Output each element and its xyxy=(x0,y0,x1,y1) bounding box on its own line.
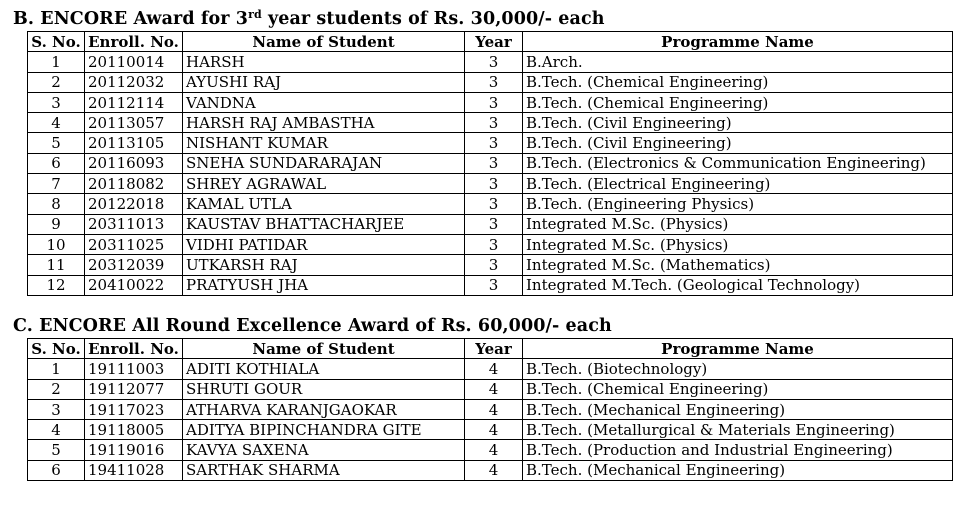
cell-sno: 7 xyxy=(28,174,85,194)
table-row xyxy=(28,460,953,480)
cell-sno: 1 xyxy=(28,359,85,379)
col-header-year: Year xyxy=(465,32,523,52)
col-header-enroll: Enroll. No. xyxy=(85,339,183,359)
cell-enroll-no: 20116093 xyxy=(85,153,183,173)
cell-programme: B.Tech. (Production and Industrial Engineering) xyxy=(523,440,953,460)
cell-enroll-no: 19112077 xyxy=(85,379,183,399)
cell-sno: 8 xyxy=(28,194,85,214)
cell-year: 4 xyxy=(465,399,523,419)
cell-student-name: VANDNA xyxy=(183,92,465,112)
cell-student-name: ATHARVA KARANJGAOKAR xyxy=(183,399,465,419)
cell-sno: 9 xyxy=(28,214,85,234)
table-row xyxy=(28,133,953,153)
table-row xyxy=(28,379,953,399)
cell-student-name: KAMAL UTLA xyxy=(183,194,465,214)
cell-student-name: KAVYA SAXENA xyxy=(183,440,465,460)
cell-student-name: ADITI KOTHIALA xyxy=(183,359,465,379)
cell-year: 3 xyxy=(465,133,523,153)
cell-programme: B.Tech. (Electrical Engineering) xyxy=(523,174,953,194)
section-b-heading-suffix: year students of Rs. 30,000/- each xyxy=(261,9,605,29)
table-row xyxy=(28,153,953,173)
cell-year: 3 xyxy=(465,275,523,295)
table-row xyxy=(28,92,953,112)
cell-enroll-no: 20113057 xyxy=(85,113,183,133)
table-row xyxy=(28,420,953,440)
cell-year: 3 xyxy=(465,72,523,92)
cell-sno: 3 xyxy=(28,399,85,419)
table-row xyxy=(28,440,953,460)
cell-student-name: SHRUTI GOUR xyxy=(183,379,465,399)
cell-programme: Integrated M.Sc. (Mathematics) xyxy=(523,255,953,275)
table-row xyxy=(28,399,953,419)
table-row xyxy=(28,214,953,234)
cell-student-name: VIDHI PATIDAR xyxy=(183,234,465,254)
cell-enroll-no: 20311025 xyxy=(85,234,183,254)
cell-enroll-no: 19111003 xyxy=(85,359,183,379)
cell-enroll-no: 20311013 xyxy=(85,214,183,234)
cell-year: 4 xyxy=(465,420,523,440)
cell-student-name: HARSH xyxy=(183,52,465,72)
table-row xyxy=(28,72,953,92)
cell-enroll-no: 20122018 xyxy=(85,194,183,214)
table-header-row xyxy=(28,339,953,359)
cell-sno: 5 xyxy=(28,440,85,460)
cell-year: 3 xyxy=(465,92,523,112)
cell-enroll-no: 20312039 xyxy=(85,255,183,275)
cell-programme: B.Tech. (Biotechnology) xyxy=(523,359,953,379)
section-c-heading: C. ENCORE All Round Excellence Award of Rs. 60,000/- each xyxy=(13,316,612,336)
table-row xyxy=(28,174,953,194)
cell-student-name: SHREY AGRAWAL xyxy=(183,174,465,194)
cell-programme: B.Tech. (Chemical Engineering) xyxy=(523,379,953,399)
cell-year: 3 xyxy=(465,255,523,275)
col-header-programme: Programme Name xyxy=(523,339,953,359)
table-row xyxy=(28,275,953,295)
cell-enroll-no: 20112114 xyxy=(85,92,183,112)
cell-year: 3 xyxy=(465,194,523,214)
cell-year: 4 xyxy=(465,359,523,379)
table-row xyxy=(28,359,953,379)
cell-programme: B.Tech. (Mechanical Engineering) xyxy=(523,460,953,480)
cell-student-name: PRATYUSH JHA xyxy=(183,275,465,295)
cell-programme: B.Tech. (Engineering Physics) xyxy=(523,194,953,214)
cell-student-name: NISHANT KUMAR xyxy=(183,133,465,153)
cell-year: 3 xyxy=(465,153,523,173)
cell-student-name: SARTHAK SHARMA xyxy=(183,460,465,480)
cell-programme: B.Tech. (Chemical Engineering) xyxy=(523,72,953,92)
cell-programme: B.Arch. xyxy=(523,52,953,72)
cell-programme: B.Tech. (Civil Engineering) xyxy=(523,113,953,133)
table-row xyxy=(28,255,953,275)
cell-sno: 2 xyxy=(28,72,85,92)
cell-sno: 4 xyxy=(28,113,85,133)
cell-sno: 6 xyxy=(28,153,85,173)
cell-sno: 3 xyxy=(28,92,85,112)
table-header-row xyxy=(28,32,953,52)
cell-student-name: KAUSTAV BHATTACHARJEE xyxy=(183,214,465,234)
cell-student-name: ADITYA BIPINCHANDRA GITE xyxy=(183,420,465,440)
cell-programme: B.Tech. (Chemical Engineering) xyxy=(523,92,953,112)
section-c-table xyxy=(27,338,953,481)
cell-sno: 10 xyxy=(28,234,85,254)
section-b-heading xyxy=(13,9,605,29)
cell-student-name: AYUSHI RAJ xyxy=(183,72,465,92)
cell-enroll-no: 20112032 xyxy=(85,72,183,92)
table-row xyxy=(28,194,953,214)
cell-sno: 11 xyxy=(28,255,85,275)
cell-year: 4 xyxy=(465,460,523,480)
section-b-heading-sup: rd xyxy=(248,8,262,21)
cell-enroll-no: 19118005 xyxy=(85,420,183,440)
table-row xyxy=(28,52,953,72)
cell-programme: B.Tech. (Mechanical Engineering) xyxy=(523,399,953,419)
cell-sno: 4 xyxy=(28,420,85,440)
col-header-sno: S. No. xyxy=(28,32,85,52)
cell-programme: Integrated M.Sc. (Physics) xyxy=(523,214,953,234)
col-header-sno: S. No. xyxy=(28,339,85,359)
cell-enroll-no: 19411028 xyxy=(85,460,183,480)
cell-enroll-no: 20118082 xyxy=(85,174,183,194)
cell-enroll-no: 20113105 xyxy=(85,133,183,153)
cell-year: 4 xyxy=(465,379,523,399)
cell-student-name: SNEHA SUNDARARAJAN xyxy=(183,153,465,173)
cell-year: 3 xyxy=(465,214,523,234)
cell-sno: 2 xyxy=(28,379,85,399)
table-row xyxy=(28,234,953,254)
cell-year: 3 xyxy=(465,113,523,133)
cell-programme: Integrated M.Sc. (Physics) xyxy=(523,234,953,254)
cell-year: 3 xyxy=(465,52,523,72)
col-header-enroll: Enroll. No. xyxy=(85,32,183,52)
cell-sno: 5 xyxy=(28,133,85,153)
table-row xyxy=(28,113,953,133)
col-header-name: Name of Student xyxy=(183,339,465,359)
cell-programme: B.Tech. (Electronics & Communication Engineering) xyxy=(523,153,953,173)
cell-enroll-no: 20410022 xyxy=(85,275,183,295)
cell-enroll-no: 19119016 xyxy=(85,440,183,460)
cell-sno: 6 xyxy=(28,460,85,480)
col-header-programme: Programme Name xyxy=(523,32,953,52)
cell-sno: 1 xyxy=(28,52,85,72)
section-b-table xyxy=(27,31,953,296)
col-header-year: Year xyxy=(465,339,523,359)
cell-enroll-no: 20110014 xyxy=(85,52,183,72)
section-b-heading-prefix: B. ENCORE Award for 3 xyxy=(13,9,249,29)
cell-programme: Integrated M.Tech. (Geological Technology) xyxy=(523,275,953,295)
cell-student-name: UTKARSH RAJ xyxy=(183,255,465,275)
col-header-name: Name of Student xyxy=(183,32,465,52)
cell-sno: 12 xyxy=(28,275,85,295)
cell-year: 3 xyxy=(465,174,523,194)
cell-year: 4 xyxy=(465,440,523,460)
cell-student-name: HARSH RAJ AMBASTHA xyxy=(183,113,465,133)
cell-enroll-no: 19117023 xyxy=(85,399,183,419)
cell-year: 3 xyxy=(465,234,523,254)
cell-programme: B.Tech. (Civil Engineering) xyxy=(523,133,953,153)
cell-programme: B.Tech. (Metallurgical & Materials Engineering) xyxy=(523,420,953,440)
